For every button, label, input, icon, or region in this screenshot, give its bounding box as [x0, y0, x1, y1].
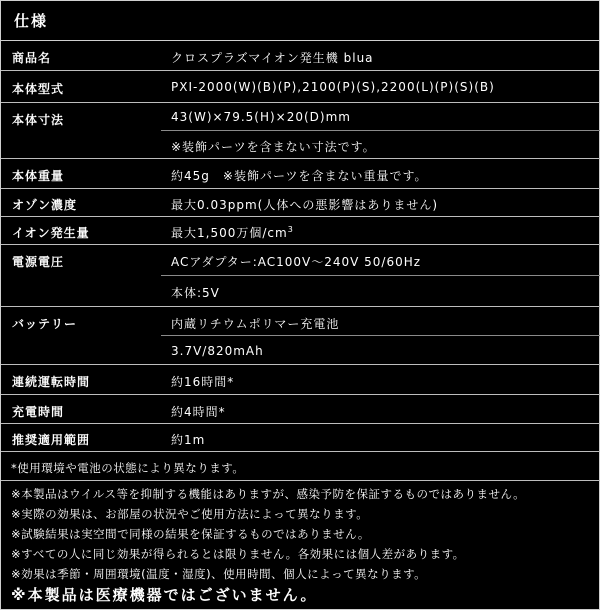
label-charge-time: 充電時間	[12, 405, 65, 419]
battery-capacity-subrow	[161, 336, 600, 365]
value-ozone: 最大0.03ppm(人体への悪影響はありません)	[171, 198, 439, 212]
footnote-text: *使用環境や電池の状態により異なります。	[11, 461, 245, 475]
label-dimensions: 本体寸法	[12, 113, 65, 127]
value-ion-unit-sup: 3	[287, 225, 294, 234]
value-weight: 約45g ※装飾パーツを含まない重量です。	[171, 169, 428, 183]
label-battery: バッテリー	[12, 317, 78, 331]
spec-row-product-name	[1, 41, 600, 71]
value-runtime: 約16時間*	[171, 375, 235, 389]
note-item: ※すべての人に同じ効果が得られるとは限りません。各効果には個人差があります。	[11, 547, 465, 561]
value-power-adapter: ACアダプター:AC100V〜240V 50/60Hz	[171, 255, 422, 269]
footnote-row	[1, 452, 600, 481]
value-range: 約1m	[171, 433, 206, 447]
value-model: PXI-2000(W)(B)(P),2100(P)(S),2200(L)(P)(S)(B)	[171, 80, 495, 94]
label-model: 本体型式	[12, 82, 65, 96]
value-battery-type: 内蔵リチウムポリマー充電池	[171, 317, 340, 331]
label-product-name: 商品名	[12, 51, 52, 65]
battery-type-subrow	[161, 307, 600, 336]
value-charge-time: 約4時間*	[171, 405, 226, 419]
medical-notice: ※本製品は医療機器ではございません。	[11, 586, 318, 604]
spec-row-range	[1, 424, 600, 452]
dimensions-note-subrow	[161, 131, 600, 159]
value-ion	[171, 224, 294, 241]
value-product-name: クロスプラズマイオン発生機 blua	[171, 51, 374, 65]
spec-row-model	[1, 71, 600, 103]
value-dimensions-note: ※装飾パーツを含まない寸法です。	[171, 140, 376, 154]
spec-row-power	[1, 245, 600, 307]
spec-row-charge-time	[1, 395, 600, 424]
value-ion-text: 最大1,500万個/cm	[171, 226, 288, 240]
note-item: ※実際の効果は、お部屋の状況やご使用方法によって異なります。	[11, 507, 369, 521]
spec-row-ozone	[1, 189, 600, 217]
value-power-body: 本体:5V	[171, 286, 220, 300]
label-ion: イオン発生量	[12, 226, 90, 240]
label-range: 推奨適用範囲	[12, 433, 91, 447]
dimensions-subrow	[161, 103, 600, 131]
label-power: 電源電圧	[12, 255, 65, 269]
note-item: ※本製品はウイルス等を抑制する機能はありますが、感染予防を保証するものではありません。	[11, 487, 526, 501]
label-ozone: オゾン濃度	[12, 198, 78, 212]
spec-row-weight	[1, 159, 600, 189]
section-header	[1, 1, 600, 41]
value-dimensions: 43(W)×79.5(H)×20(D)mm	[171, 110, 351, 124]
label-weight: 本体重量	[12, 169, 65, 183]
note-item: ※効果は季節・周囲環境(温度・湿度)、使用時間、個人によって異なります。	[11, 567, 427, 581]
power-adapter-subrow	[161, 245, 600, 276]
section-title: 仕様	[14, 12, 49, 30]
spec-row-ion	[1, 217, 600, 245]
power-body-subrow	[161, 276, 600, 307]
label-runtime: 連続運転時間	[12, 375, 91, 389]
spec-row-battery	[1, 307, 600, 365]
note-item: ※試験結果は実空間で同様の結果を保証するものではありません。	[11, 527, 370, 541]
spec-row-dimensions	[1, 103, 600, 159]
value-battery-capacity: 3.7V/820mAh	[171, 344, 264, 358]
spec-row-runtime	[1, 365, 600, 395]
